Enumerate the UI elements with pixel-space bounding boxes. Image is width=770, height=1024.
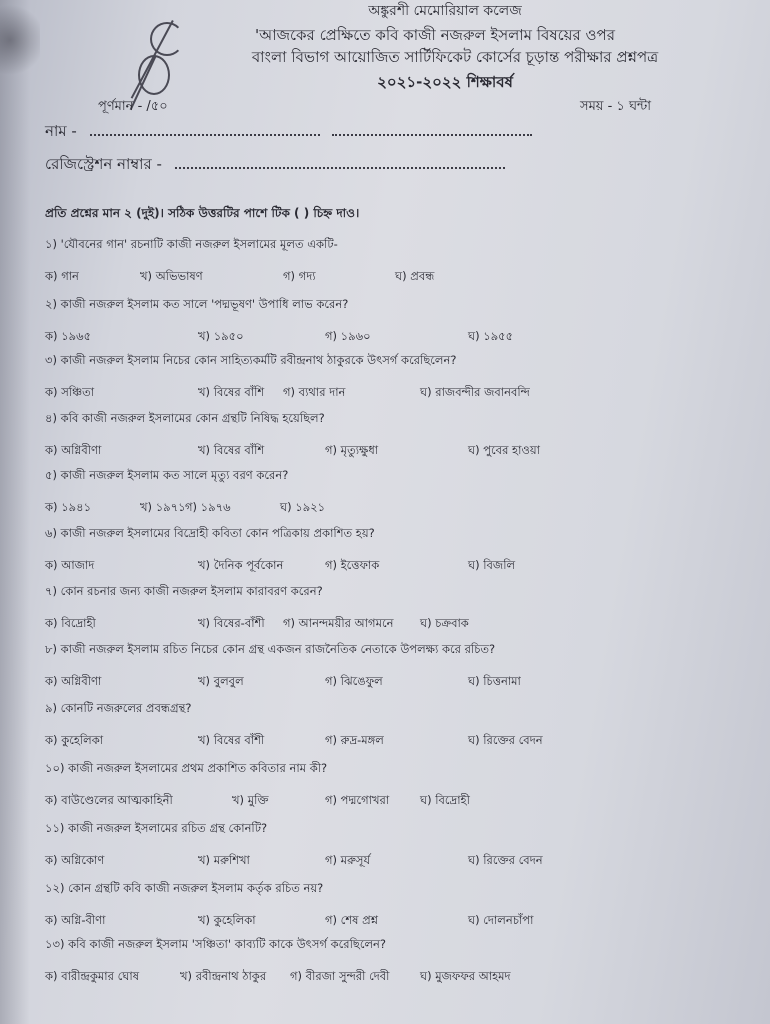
session: ২০২১-২০২২ শিক্ষাবর্ষ bbox=[377, 73, 513, 91]
answer-option[interactable]: খ) বিষের বাঁশি bbox=[198, 385, 265, 399]
answer-option[interactable]: গ) আনন্দময়ীর আগমনে bbox=[283, 616, 394, 630]
instructions: প্রতি প্রশ্নের মান ২ (দুই)। সঠিক উত্তরটির পাশে টিক ( ) চিহ্ন দাও। bbox=[45, 206, 360, 220]
answer-option[interactable]: খ) দৈনিক পূর্বকোন bbox=[198, 558, 284, 572]
name-label: নাম - bbox=[45, 122, 77, 140]
answer-option[interactable]: ঘ) চিত্তনামা bbox=[468, 674, 521, 688]
question: ৬) কাজী নজরুল ইসলামের বিদ্রোহী কবিতা কোন পত্রিকায় প্রকাশিত হয়? bbox=[45, 526, 375, 540]
question: ৫) কাজী নজরুল ইসলাম কত সালে মৃত্যু বরণ করেন? bbox=[45, 468, 289, 482]
answer-option[interactable]: গ) গদ্য bbox=[283, 269, 316, 283]
answer-option[interactable]: খ) বিষের বাঁশি bbox=[198, 443, 265, 457]
registration-dotted-line bbox=[175, 155, 505, 169]
question: ১৩) কবি কাজী নজরুল ইসলাম 'সঞ্চিতা' কাব্যটি কাকে উৎসর্গ করেছিলেন? bbox=[45, 937, 387, 951]
answer-option[interactable]: খ) ১৯৫০ bbox=[198, 329, 244, 343]
answer-option[interactable]: গ) মরুসূর্য bbox=[325, 853, 371, 867]
answer-option[interactable]: গ) রুদ্র-মঙ্গল bbox=[325, 733, 384, 747]
name-field[interactable] bbox=[45, 120, 532, 145]
header-line-2: 'আজকের প্রেক্ষিতে কবি কাজী নজরুল ইসলাম বিষয়ের ওপর bbox=[254, 26, 615, 44]
answer-option[interactable]: গ) ইত্তেফাক bbox=[325, 558, 380, 572]
question: ১) 'যৌবনের গান' রচনাটি কাজী নজরুল ইসলামের মূলত একটি- bbox=[45, 237, 338, 251]
question: ৮) কাজী নজরুল ইসলাম রচিত নিচের কোন গ্রন্থ একজন রাজনৈতিক নেতাকে উপলক্ষ্য করে রচিত? bbox=[45, 642, 496, 656]
answer-option[interactable]: ক) অগ্নি-বীণা bbox=[45, 913, 106, 927]
answer-option[interactable]: ক) গান bbox=[45, 269, 79, 283]
answer-option[interactable]: ঘ) বিজলি bbox=[468, 558, 516, 572]
exam-time: সময় - ১ ঘন্টা bbox=[580, 99, 652, 114]
question: ১২) কোন গ্রন্থটি কবি কাজী নজরুল ইসলাম কর্তৃক রচিত নয়? bbox=[45, 881, 324, 895]
answer-option[interactable]: গ) পদ্মগোখরা bbox=[325, 793, 390, 807]
answer-option[interactable]: ঘ) ১৯২১ bbox=[280, 500, 326, 514]
answer-option[interactable]: ঘ) দোলনচাঁপা bbox=[468, 913, 534, 927]
name-dotted-line-2 bbox=[332, 122, 532, 136]
answer-option[interactable]: ঘ) ১৯৫৫ bbox=[468, 329, 514, 343]
paper-edge-shadow bbox=[0, 0, 30, 1024]
answer-option[interactable]: গ) ১৯৭৬ bbox=[185, 500, 231, 514]
answer-option[interactable]: গ) ১৯৬০ bbox=[325, 329, 371, 343]
answer-option[interactable]: ঘ) রিক্তের বেদন bbox=[468, 733, 543, 747]
college-name: অঙ্কুরশী মেমোরিয়াল কলেজ bbox=[368, 3, 522, 19]
answer-option[interactable]: খ) রবীন্দ্রনাথ ঠাকুর bbox=[180, 969, 267, 983]
answer-option[interactable]: ক) সঞ্চিতা bbox=[45, 385, 95, 399]
paper-stain bbox=[0, 0, 40, 90]
answer-option[interactable]: গ) বীরজা সুন্দরী দেবী bbox=[290, 969, 390, 983]
answer-option[interactable]: গ) মৃত্যুক্ষুধা bbox=[325, 443, 379, 457]
question: ৭) কোন রচনার জন্য কাজী নজরুল ইসলাম কারাবরণ করেন? bbox=[45, 584, 323, 598]
answer-option[interactable]: ক) অগ্নিবীণা bbox=[45, 674, 102, 688]
answer-option[interactable]: খ) কুহেলিকা bbox=[198, 913, 256, 927]
answer-option[interactable]: খ) মরুশিখা bbox=[198, 853, 250, 867]
answer-option[interactable]: খ) বিষের বাঁশী bbox=[198, 733, 265, 747]
question: ৯) কোনটি নজরুলের প্রবন্ধগ্রন্থ? bbox=[45, 701, 192, 715]
answer-option[interactable]: ঘ) মুজফফর আহমদ bbox=[420, 969, 511, 983]
question: ৪) কবি কাজী নজরুল ইসলামের কোন গ্রন্থটি নিষিদ্ধ হয়েছিল? bbox=[45, 411, 325, 425]
registration-label: রেজিস্ট্রেশন নাম্বার - bbox=[45, 155, 162, 173]
answer-option[interactable]: ক) বাউণ্ডেলের আত্মকাহিনী bbox=[45, 793, 173, 807]
answer-option[interactable]: খ) ১৯৭১ bbox=[140, 500, 186, 514]
answer-option[interactable]: গ) শেষ প্রশ্ন bbox=[325, 913, 378, 927]
answer-option[interactable]: ক) ১৯৪১ bbox=[45, 500, 92, 514]
name-dotted-line bbox=[90, 122, 320, 136]
question: ২) কাজী নজরুল ইসলাম কত সালে 'পদ্মভূষণ' উপাধি লাভ করেন? bbox=[45, 297, 349, 311]
question: ১১) কাজী নজরুল ইসলামের রচিত গ্রন্থ কোনটি? bbox=[45, 821, 268, 835]
answer-option[interactable]: ঘ) প্রবন্ধ bbox=[395, 269, 435, 283]
answer-option[interactable]: খ) বুলবুল bbox=[198, 674, 244, 688]
registration-field[interactable] bbox=[45, 153, 505, 178]
question: ১০) কাজী নজরুল ইসলামের প্রথম প্রকাশিত কবিতার নাম কী? bbox=[45, 761, 328, 775]
answer-option[interactable]: খ) বিষের-বাঁশী bbox=[198, 616, 265, 630]
answer-option[interactable]: গ) ঝিঙেফুল bbox=[325, 674, 383, 688]
question: ৩) কাজী নজরুল ইসলাম নিচের কোন সাহিত্যকর্মটি রবীন্দ্রনাথ ঠাকুরকে উৎসর্গ করেছিলেন? bbox=[45, 353, 457, 367]
answer-option[interactable]: ক) কুহেলিকা bbox=[45, 733, 104, 747]
answer-option[interactable]: ক) অগ্নিবীণা bbox=[45, 443, 102, 457]
answer-option[interactable]: ঘ) রিক্তের বেদন bbox=[468, 853, 543, 867]
answer-option[interactable]: খ) মুক্তি bbox=[232, 793, 269, 807]
answer-option[interactable]: খ) অভিভাষণ bbox=[140, 269, 203, 283]
answer-option[interactable]: ক) অগ্নিকোণ bbox=[45, 853, 105, 867]
answer-option[interactable]: ক) ১৯৬৫ bbox=[45, 329, 92, 343]
answer-option[interactable]: ঘ) বিদ্রোহী bbox=[420, 793, 470, 807]
header-line-3: বাংলা বিভাগ আয়োজিত সার্টিফিকেট কোর্সের চূড়ান্ত পরীক্ষার প্রশ্নপত্র bbox=[251, 48, 659, 66]
answer-option[interactable]: ঘ) চক্রবাক bbox=[420, 616, 469, 630]
answer-option[interactable]: ঘ) পুবের হাওয়া bbox=[468, 443, 541, 457]
answer-option[interactable]: গ) ব্যথার দান bbox=[283, 385, 346, 399]
answer-option[interactable]: ক) বিদ্রোহী bbox=[45, 616, 96, 630]
answer-option[interactable]: ক) আজাদ bbox=[45, 558, 95, 572]
answer-option[interactable]: ক) বারীন্দ্রকুমার ঘোষ bbox=[45, 969, 140, 983]
full-marks: পূর্ণমান - /৫০ bbox=[98, 99, 168, 114]
answer-option[interactable]: ঘ) রাজবন্দীর জবানবন্দি bbox=[420, 385, 530, 399]
